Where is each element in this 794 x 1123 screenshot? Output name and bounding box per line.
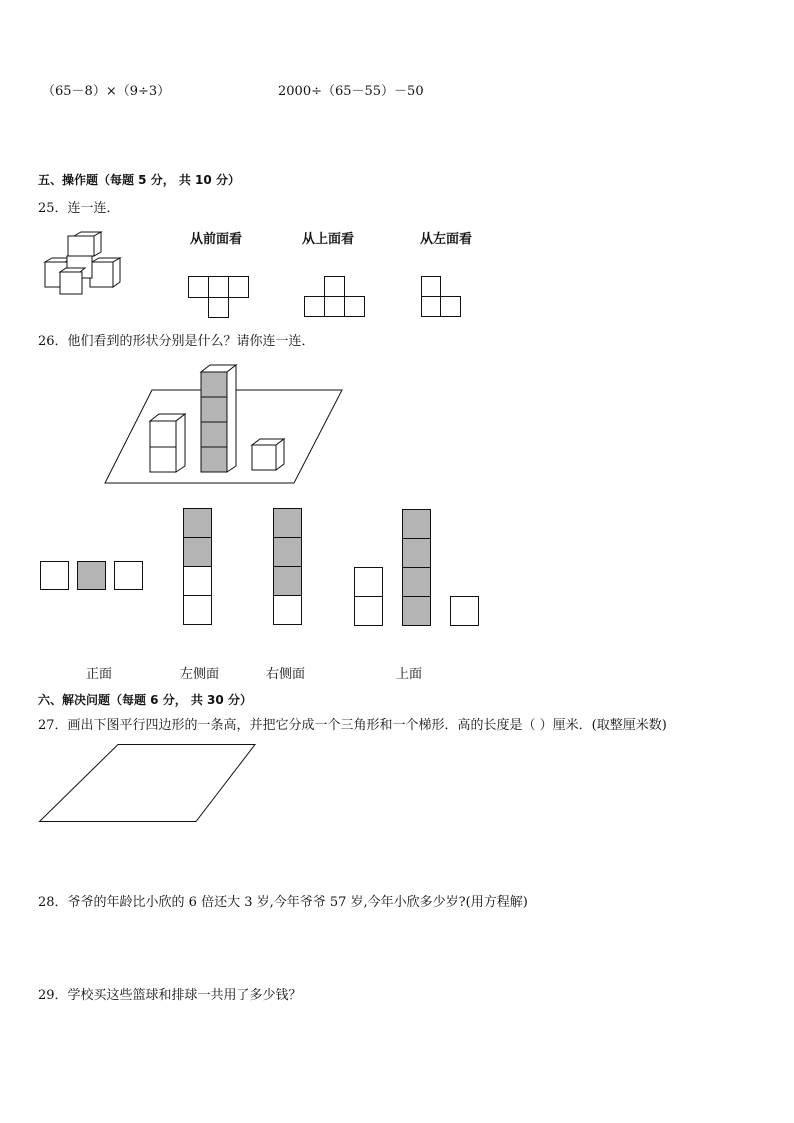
view-shape-left — [421, 276, 463, 318]
view-shape-front — [188, 276, 250, 318]
q26-scene-figure — [104, 362, 344, 486]
question-27: 27．画出下图平行四边形的一条高，并把它分成一个三角形和一个梯形．高的长度是（ ）厘米．(取整厘米数) — [38, 718, 667, 733]
label-left-side: 左侧面 — [180, 667, 220, 682]
section-5-heading: 五、操作题（每题 5 分， 共 10 分） — [38, 173, 240, 187]
q25-cube-figure — [40, 232, 130, 294]
view-shape-top — [304, 276, 366, 318]
answer-shape-c — [273, 508, 303, 625]
expression-1: （65－8）×（9÷3） — [42, 84, 171, 99]
answer-shape-b — [183, 508, 213, 625]
label-right-side: 右侧面 — [266, 667, 306, 682]
question-25: 25．连一连． — [38, 201, 120, 216]
expression-2: 2000÷（65－55）－50 — [278, 84, 424, 99]
parallelogram-figure — [38, 743, 258, 823]
question-28: 28．爷爷的年龄比小欣的 6 倍还大 3 岁,今年爷爷 57 岁,今年小欣多少岁?(用方程解) — [38, 895, 528, 910]
label-top: 上面 — [396, 667, 423, 682]
question-29: 29．学校买这些篮球和排球一共用了多少钱？ — [38, 988, 302, 1003]
question-26: 26．他们看到的形状分别是什么？请你连一连． — [38, 334, 315, 349]
view-top-label: 从上面看 — [302, 232, 355, 247]
section-6-heading: 六、解决问题（每题 6 分， 共 30 分） — [38, 693, 252, 707]
answer-shape-d — [354, 509, 480, 627]
view-front-label: 从前面看 — [190, 232, 243, 247]
view-left-label: 从左面看 — [420, 232, 473, 247]
label-front: 正面 — [86, 667, 113, 682]
answer-shape-a — [40, 561, 144, 591]
